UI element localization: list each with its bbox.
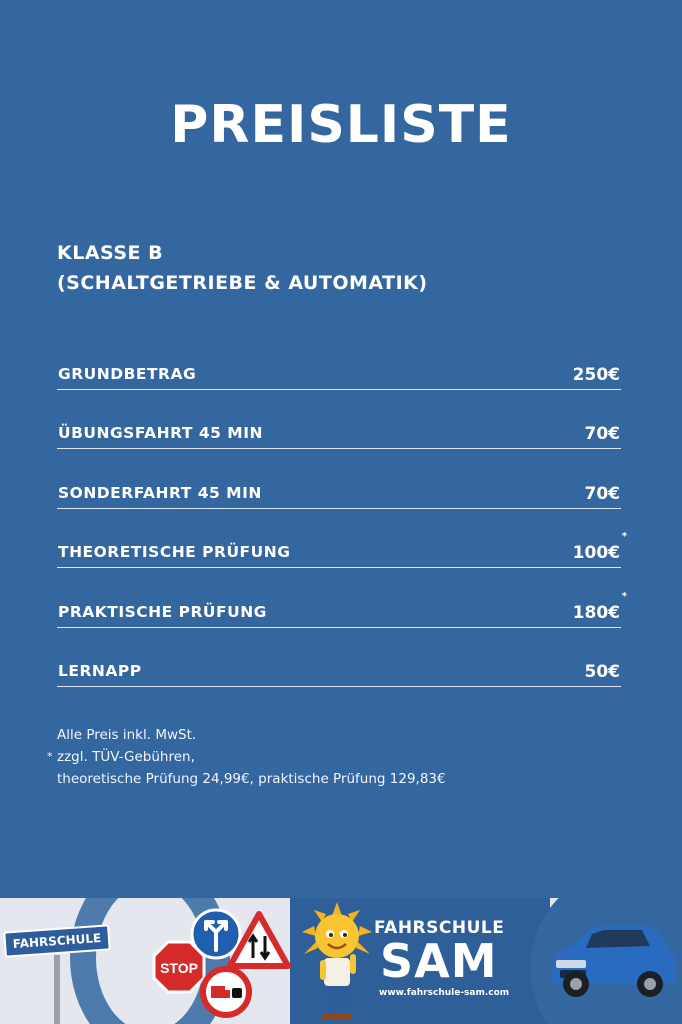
brand-logo: SAM: [380, 934, 498, 988]
price-item-value: 50€: [584, 662, 620, 682]
price-item-name: SONDERFAHRT 45 MIN: [58, 483, 262, 502]
price-item-value: 180€: [572, 602, 620, 623]
price-item-name: ÜBUNGSFAHRT 45 MIN: [58, 424, 263, 442]
price-item-value: 250€: [572, 364, 620, 385]
price-footnote-star: *: [621, 590, 627, 602]
price-footnote-star: *: [621, 531, 627, 542]
sign-pole: [54, 955, 60, 1024]
stop-sign-icon: [152, 940, 206, 994]
two-way-traffic-sign-icon: [226, 910, 292, 972]
price-item-value: 100€: [572, 543, 620, 563]
price-item-name: LERNAPP: [58, 662, 142, 680]
price-item-name: GRUNDBETRAG: [58, 364, 197, 383]
price-item-value: 70€: [584, 483, 620, 504]
sun-mascot-icon: [300, 902, 374, 1024]
brand-url: www.fahrschule-sam.com: [379, 988, 510, 998]
price-item-name: PRAKTISCHE PRÜFUNG: [58, 602, 267, 621]
price-row: [57, 390, 621, 450]
price-row: [57, 449, 621, 509]
notes-vat: Alle Preis inkl. MwSt.: [57, 727, 197, 743]
notes-tuev: zzgl. TÜV-Gebühren,: [57, 749, 195, 765]
price-item-value: 70€: [584, 424, 620, 444]
fahrschule-sign: FAHRSCHULE: [3, 924, 111, 957]
price-row: [57, 628, 621, 688]
price-item-name: THEORETISCHE PRÜFUNG: [58, 543, 291, 561]
price-list: [57, 330, 627, 687]
stop-sign-label: STOP: [160, 960, 198, 976]
price-row: [57, 509, 627, 569]
page-title: PREISLISTE: [170, 95, 512, 155]
class-heading: [57, 238, 428, 298]
brand-subtitle: FAHRSCHULE: [374, 918, 505, 938]
notes-exam-fees: theoretische Prüfung 24,99€, praktische Prüfung 129,83€: [57, 771, 446, 787]
no-truck-overtaking-sign-icon: [200, 966, 252, 1018]
class-heading-line2: (SCHALTGETRIEBE & AUTOMATIK): [57, 272, 428, 294]
class-heading-line1: KLASSE B: [57, 242, 164, 264]
price-row: [57, 568, 627, 628]
price-row: [57, 330, 621, 390]
car-icon: [546, 920, 680, 1002]
price-notes: [47, 724, 446, 790]
notes-star: *: [47, 750, 53, 763]
